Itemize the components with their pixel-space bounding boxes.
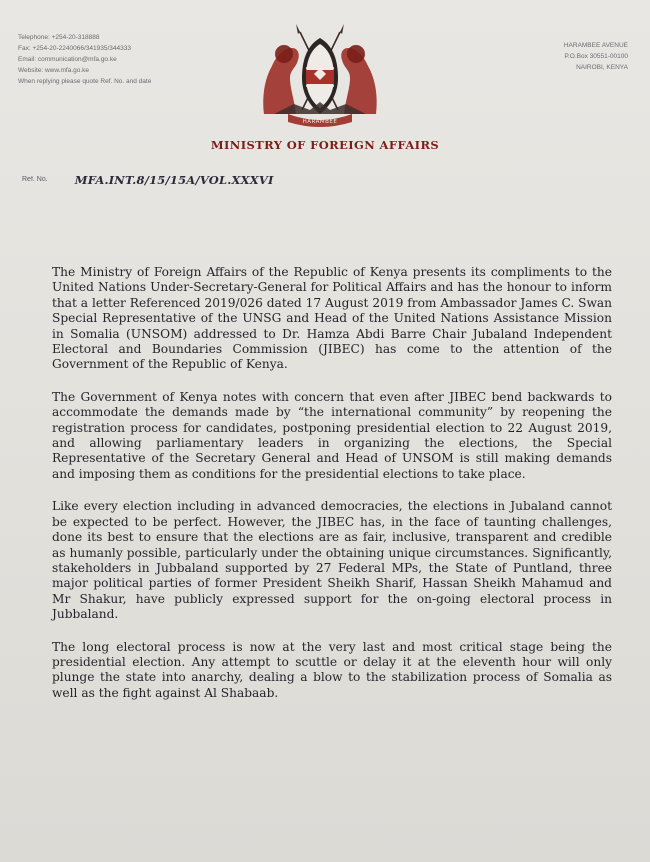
address-line: NAIROBI, KENYA [576,64,628,71]
ministry-heading: MINISTRY OF FOREIGN AFFAIRS [210,138,440,152]
letterhead-address [564,40,628,73]
letterhead-contact [18,32,151,87]
kenya-coat-of-arms-icon [254,18,386,130]
address-line: HARAMBEE AVENUE [563,42,628,49]
contact-line: When replying please quote Ref. No. and date [18,78,152,85]
reference-row [22,169,274,188]
contact-line: Website: www.mfa.go.ke [18,67,90,74]
contact-line: Email: communication@mfa.go.ke [18,56,117,63]
address-line: P.O.Box 30551-00100 [564,53,628,60]
body-paragraph: The Government of Kenya notes with concern that even after JIBEC bend backwards to accommodate the demands made by “the international community” by reopening the registration process for candidates, postponing presidential election to 22 August 2019, and allowing parliamentary leaders in organizing the elections, the Special Representative of the Secretary General and Head of UNSOM is still making demands and imposing them as conditions for the presidential elections to take place. [52,389,612,481]
crest-motto: HARAMBEE [302,119,338,125]
letter-body [52,265,612,718]
reference-label: Ref. No. [22,176,48,183]
contact-line: Telephone: +254-20-318888 [18,34,100,41]
body-paragraph: The Ministry of Foreign Affairs of the Republic of Kenya presents its compliments to the United Nations Under-Secretary-General for Political Affairs and has the honour to inform that a letter Referenced 2019/026 dated 17 August 2019 from Ambassador James C. Swan Special Representative of the UNSG and Head of the United Nations Assistance Mission in Somalia (UNSOM) addressed to Dr. Hamza Abdi Barre Chair Jubaland Independent Electoral and Boundaries Commission (JIBEC) has come to the attention of the Government of the Republic of Kenya. [52,265,612,372]
body-paragraph: The long electoral process is now at the very last and most critical stage being the presidential election. Any attempt to scuttle or delay it at the eleventh hour will only plunge the state into anarchy, dealing a blow to the stabilization process of Somalia as well as the fight against Al Shabaab. [52,639,612,700]
reference-number: MFA.INT.8/15/15A/VOL.XXXVI [74,172,274,187]
body-paragraph: Like every election including in advanced democracies, the elections in Jubaland cannot be expected to be perfect. However, the JIBEC has, in the face of taunting challenges, done its best to ensure that the elections are as fair, inclusive, transparent and credible as humanly possible, particularly under the obtaining unique circumstances. Significantly, stakeholders in Jubbaland supported by 27 Federal MPs, the State of Puntland, three major political parties of former President Sheikh Sharif, Hassan Sheikh Mahamud and Mr Shakur, have publicly expressed support for the on-going electoral process in Jubbaland. [52,499,612,622]
contact-line: Fax: +254-20-2240066/341935/344333 [18,45,131,52]
